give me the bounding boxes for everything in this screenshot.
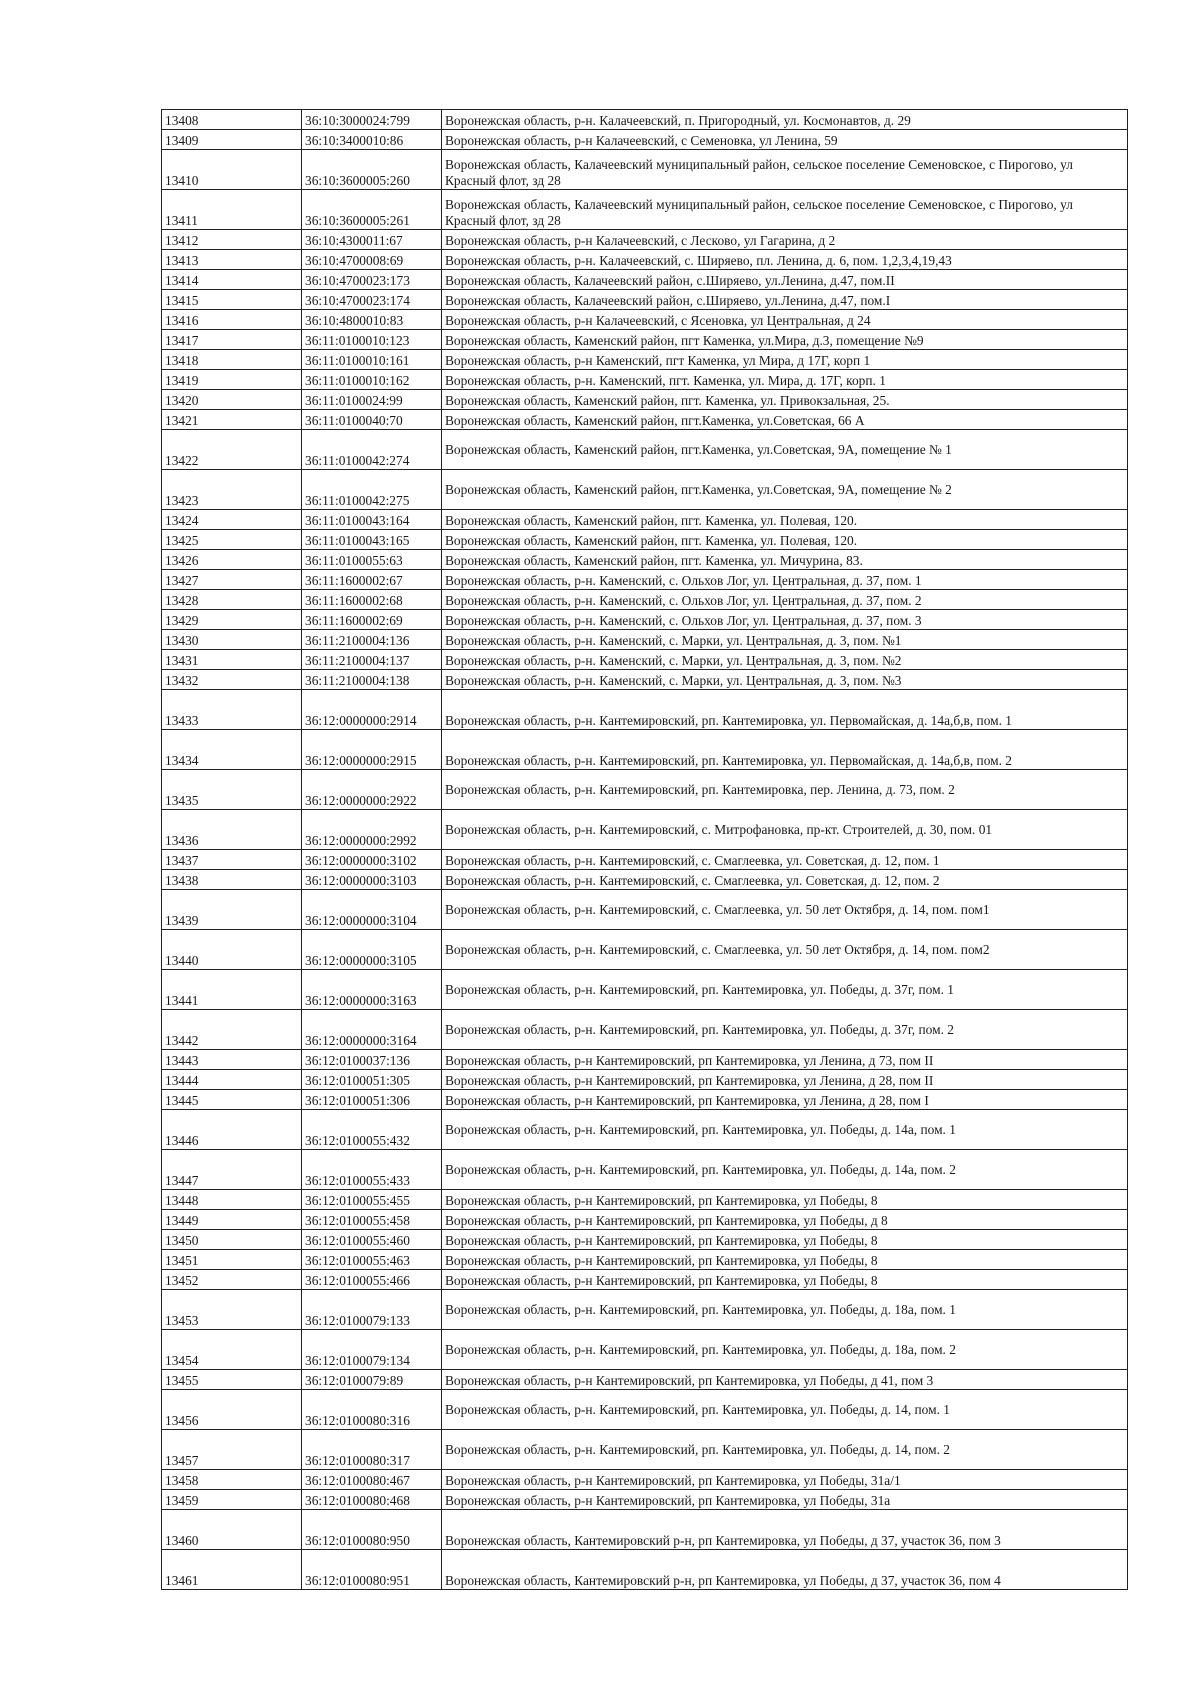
address-cell: Воронежская область, р-н. Кантемировский, с. Смаглеевка, ул. 50 лет Октября, д. 14, пом. пом2: [442, 930, 1128, 970]
cadastral-number-cell: 36:12:0100051:305: [302, 1070, 442, 1090]
cadastral-number-cell: 36:12:0100079:133: [302, 1290, 442, 1330]
table-row: [162, 850, 1128, 870]
cadastral-number-cell: 36:12:0000000:2915: [302, 730, 442, 770]
table-row: [162, 730, 1128, 770]
row-number-cell: 13459: [162, 1490, 302, 1510]
cadastral-number-cell: 36:12:0100055:432: [302, 1110, 442, 1150]
cadastral-number-cell: 36:11:0100042:274: [302, 430, 442, 470]
table-row: [162, 1330, 1128, 1370]
cadastral-number-cell: 36:12:0100051:306: [302, 1090, 442, 1110]
table-row: [162, 1070, 1128, 1090]
row-number-cell: 13420: [162, 390, 302, 410]
row-number-cell: 13438: [162, 870, 302, 890]
cadastral-number-cell: 36:11:1600002:69: [302, 610, 442, 630]
cadastral-number-cell: 36:10:4700008:69: [302, 250, 442, 270]
row-number-cell: 13411: [162, 190, 302, 230]
row-number-cell: 13435: [162, 770, 302, 810]
address-cell: Воронежская область, Каменский район, пгт. Каменка, ул. Привокзальная, 25.: [442, 390, 1128, 410]
cadastral-number-cell: 36:12:0100055:466: [302, 1270, 442, 1290]
cadastral-number-cell: 36:12:0000000:3164: [302, 1010, 442, 1050]
address-cell: Воронежская область, р-н. Каменский, с. Ольхов Лог, ул. Центральная, д. 37, пом. 3: [442, 610, 1128, 630]
table-row: [162, 970, 1128, 1010]
cadastral-number-cell: 36:10:3400010:86: [302, 130, 442, 150]
cadastral-number-cell: 36:11:0100043:165: [302, 530, 442, 550]
row-number-cell: 13410: [162, 150, 302, 190]
address-cell: Воронежская область, р-н Кантемировский, рп Кантемировка, ул Победы, 8: [442, 1230, 1128, 1250]
address-cell: Воронежская область, р-н. Каменский, с. Марки, ул. Центральная, д. 3, пом. №3: [442, 670, 1128, 690]
row-number-cell: 13460: [162, 1510, 302, 1550]
row-number-cell: 13455: [162, 1370, 302, 1390]
row-number-cell: 13423: [162, 470, 302, 510]
table-row: [162, 1370, 1128, 1390]
registry-rows: [162, 110, 1128, 1590]
table-row: [162, 290, 1128, 310]
row-number-cell: 13416: [162, 310, 302, 330]
row-number-cell: 13450: [162, 1230, 302, 1250]
table-row: [162, 350, 1128, 370]
address-cell: Воронежская область, Калачеевский район, с.Ширяево, ул.Ленина, д.47, пом.II: [442, 270, 1128, 290]
table-row: [162, 1250, 1128, 1270]
address-cell: Воронежская область, р-н Калачеевский, с Семеновка, ул Ленина, 59: [442, 130, 1128, 150]
cadastral-number-cell: 36:12:0100055:458: [302, 1210, 442, 1230]
cadastral-number-cell: 36:12:0000000:3103: [302, 870, 442, 890]
cadastral-number-cell: 36:11:0100010:162: [302, 370, 442, 390]
address-cell: Воронежская область, р-н. Кантемировский, с. Смаглеевка, ул. Советская, д. 12, пом. 1: [442, 850, 1128, 870]
address-cell: Воронежская область, р-н. Кантемировский, с. Смаглеевка, ул. Советская, д. 12, пом. 2: [442, 870, 1128, 890]
table-row: [162, 1090, 1128, 1110]
table-row: [162, 1190, 1128, 1210]
row-number-cell: 13417: [162, 330, 302, 350]
cadastral-number-cell: 36:11:0100042:275: [302, 470, 442, 510]
address-cell: Воронежская область, р-н. Кантемировский, рп. Кантемировка, ул. Победы, д. 18а, пом. 2: [442, 1330, 1128, 1370]
cadastral-number-cell: 36:12:0100079:89: [302, 1370, 442, 1390]
row-number-cell: 13412: [162, 230, 302, 250]
row-number-cell: 13431: [162, 650, 302, 670]
row-number-cell: 13444: [162, 1070, 302, 1090]
cadastral-number-cell: 36:12:0000000:3104: [302, 890, 442, 930]
address-cell: Воронежская область, р-н Кантемировский, рп Кантемировка, ул Победы, 31а/1: [442, 1470, 1128, 1490]
address-cell: Воронежская область, Калачеевский муниципальный район, сельское поселение Семеновское, с Пирогово, ул Красный флот, зд 28: [442, 150, 1128, 190]
row-number-cell: 13415: [162, 290, 302, 310]
cadastral-number-cell: 36:11:0100010:161: [302, 350, 442, 370]
address-cell: Воронежская область, Каменский район, пгт.Каменка, ул.Советская, 66 А: [442, 410, 1128, 430]
table-row: [162, 770, 1128, 810]
row-number-cell: 13440: [162, 930, 302, 970]
row-number-cell: 13445: [162, 1090, 302, 1110]
row-number-cell: 13414: [162, 270, 302, 290]
cadastral-number-cell: 36:12:0100080:468: [302, 1490, 442, 1510]
table-row: [162, 1430, 1128, 1470]
row-number-cell: 13443: [162, 1050, 302, 1070]
address-cell: Воронежская область, р-н. Кантемировский, рп. Кантемировка, ул. Победы, д. 37г, пом. 1: [442, 970, 1128, 1010]
address-cell: Воронежская область, р-н Кантемировский, рп Кантемировка, ул Победы, д 8: [442, 1210, 1128, 1230]
address-cell: Воронежская область, р-н Каменский, пгт Каменка, ул Мира, д 17Г, корп 1: [442, 350, 1128, 370]
cadastral-number-cell: 36:12:0000000:2992: [302, 810, 442, 850]
table-row: [162, 1290, 1128, 1330]
table-row: [162, 1210, 1128, 1230]
address-cell: Воронежская область, р-н. Каменский, с. Марки, ул. Центральная, д. 3, пом. №2: [442, 650, 1128, 670]
row-number-cell: 13434: [162, 730, 302, 770]
cadastral-number-cell: 36:12:0100080:950: [302, 1510, 442, 1550]
cadastral-number-cell: 36:11:0100010:123: [302, 330, 442, 350]
address-cell: Воронежская область, Каменский район, пгт. Каменка, ул. Мичурина, 83.: [442, 550, 1128, 570]
cadastral-number-cell: 36:12:0000000:2914: [302, 690, 442, 730]
cadastral-number-cell: 36:10:3000024:799: [302, 110, 442, 130]
cadastral-number-cell: 36:12:0100080:316: [302, 1390, 442, 1430]
cadastral-number-cell: 36:12:0000000:3102: [302, 850, 442, 870]
table-row: [162, 1390, 1128, 1430]
address-cell: Воронежская область, р-н. Калачеевский, п. Пригородный, ул. Космонавтов, д. 29: [442, 110, 1128, 130]
table-row: [162, 650, 1128, 670]
address-cell: Воронежская область, р-н. Кантемировский, рп. Кантемировка, ул. Победы, д. 14, пом. 1: [442, 1390, 1128, 1430]
table-row: [162, 1510, 1128, 1550]
table-row: [162, 150, 1128, 190]
address-cell: Воронежская область, р-н Кантемировский, рп Кантемировка, ул Победы, д 41, пом 3: [442, 1370, 1128, 1390]
cadastral-number-cell: 36:12:0000000:3163: [302, 970, 442, 1010]
cadastral-number-cell: 36:10:3600005:260: [302, 150, 442, 190]
cadastral-number-cell: 36:10:4800010:83: [302, 310, 442, 330]
table-row: [162, 1230, 1128, 1250]
address-cell: Воронежская область, р-н Кантемировский, рп Кантемировка, ул Победы, 8: [442, 1270, 1128, 1290]
cadastral-number-cell: 36:11:0100055:63: [302, 550, 442, 570]
table-row: [162, 670, 1128, 690]
address-cell: Воронежская область, р-н Кантемировский, рп Кантемировка, ул Победы, 8: [442, 1190, 1128, 1210]
row-number-cell: 13419: [162, 370, 302, 390]
cadastral-number-cell: 36:12:0000000:2922: [302, 770, 442, 810]
cadastral-number-cell: 36:11:2100004:138: [302, 670, 442, 690]
address-cell: Воронежская область, Каменский район, пгт. Каменка, ул. Полевая, 120.: [442, 530, 1128, 550]
row-number-cell: 13433: [162, 690, 302, 730]
row-number-cell: 13413: [162, 250, 302, 270]
address-cell: Воронежская область, р-н Калачеевский, с Ясеновка, ул Центральная, д 24: [442, 310, 1128, 330]
table-row: [162, 330, 1128, 350]
address-cell: Воронежская область, р-н. Каменский, с. Ольхов Лог, ул. Центральная, д. 37, пом. 1: [442, 570, 1128, 590]
table-row: [162, 530, 1128, 550]
table-row: [162, 570, 1128, 590]
table-row: [162, 270, 1128, 290]
table-row: [162, 930, 1128, 970]
row-number-cell: 13429: [162, 610, 302, 630]
row-number-cell: 13449: [162, 1210, 302, 1230]
row-number-cell: 13421: [162, 410, 302, 430]
address-cell: Воронежская область, р-н Кантемировский, рп Кантемировка, ул Ленина, д 28, пом II: [442, 1070, 1128, 1090]
row-number-cell: 13439: [162, 890, 302, 930]
cadastral-number-cell: 36:11:0100040:70: [302, 410, 442, 430]
table-row: [162, 230, 1128, 250]
row-number-cell: 13424: [162, 510, 302, 530]
row-number-cell: 13425: [162, 530, 302, 550]
address-cell: Воронежская область, р-н. Кантемировский, рп. Кантемировка, ул. Победы, д. 18а, пом. 1: [442, 1290, 1128, 1330]
row-number-cell: 13430: [162, 630, 302, 650]
row-number-cell: 13454: [162, 1330, 302, 1370]
cadastral-number-cell: 36:11:0100043:164: [302, 510, 442, 530]
table-row: [162, 190, 1128, 230]
cadastral-number-cell: 36:10:4700023:173: [302, 270, 442, 290]
address-cell: Воронежская область, Каменский район, пгт Каменка, ул.Мира, д.3, помещение №9: [442, 330, 1128, 350]
table-row: [162, 1150, 1128, 1190]
table-row: [162, 370, 1128, 390]
table-row: [162, 890, 1128, 930]
cadastral-number-cell: 36:10:4700023:174: [302, 290, 442, 310]
table-row: [162, 310, 1128, 330]
row-number-cell: 13461: [162, 1550, 302, 1590]
cadastral-number-cell: 36:12:0100055:455: [302, 1190, 442, 1210]
cadastral-number-cell: 36:12:0100080:467: [302, 1470, 442, 1490]
row-number-cell: 13427: [162, 570, 302, 590]
table-row: [162, 590, 1128, 610]
cadastral-number-cell: 36:12:0100079:134: [302, 1330, 442, 1370]
address-cell: Воронежская область, Каменский район, пгт.Каменка, ул.Советская, 9А, помещение № 1: [442, 430, 1128, 470]
address-cell: Воронежская область, Кантемировский р-н, рп Кантемировка, ул Победы, д 37, участок 36, пом 4: [442, 1550, 1128, 1590]
table-row: [162, 690, 1128, 730]
row-number-cell: 13457: [162, 1430, 302, 1470]
row-number-cell: 13446: [162, 1110, 302, 1150]
table-row: [162, 1050, 1128, 1070]
cadastral-number-cell: 36:12:0100037:136: [302, 1050, 442, 1070]
row-number-cell: 13448: [162, 1190, 302, 1210]
registry-table: [161, 109, 1128, 1590]
table-row: [162, 110, 1128, 130]
cadastral-number-cell: 36:12:0100055:463: [302, 1250, 442, 1270]
table-row: [162, 810, 1128, 850]
table-row: [162, 1470, 1128, 1490]
cadastral-number-cell: 36:11:1600002:67: [302, 570, 442, 590]
table-row: [162, 130, 1128, 150]
address-cell: Воронежская область, р-н. Кантемировский, рп. Кантемировка, ул. Первомайская, д. 14а,б,в, пом. 1: [442, 690, 1128, 730]
address-cell: Воронежская область, р-н. Каменский, с. Марки, ул. Центральная, д. 3, пом. №1: [442, 630, 1128, 650]
address-cell: Воронежская область, р-н. Калачеевский, с. Ширяево, пл. Ленина, д. 6, пом. 1,2,3,4,19,43: [442, 250, 1128, 270]
row-number-cell: 13408: [162, 110, 302, 130]
address-cell: Воронежская область, р-н Калачеевский, с Лесково, ул Гагарина, д 2: [442, 230, 1128, 250]
address-cell: Воронежская область, р-н. Кантемировский, рп. Кантемировка, ул. Победы, д. 14а, пом. 1: [442, 1110, 1128, 1150]
row-number-cell: 13422: [162, 430, 302, 470]
table-row: [162, 410, 1128, 430]
cadastral-number-cell: 36:11:2100004:137: [302, 650, 442, 670]
cadastral-number-cell: 36:12:0100055:433: [302, 1150, 442, 1190]
address-cell: Воронежская область, р-н. Каменский, с. Ольхов Лог, ул. Центральная, д. 37, пом. 2: [442, 590, 1128, 610]
address-cell: Воронежская область, р-н. Каменский, пгт. Каменка, ул. Мира, д. 17Г, корп. 1: [442, 370, 1128, 390]
table-row: [162, 430, 1128, 470]
table-row: [162, 870, 1128, 890]
row-number-cell: 13447: [162, 1150, 302, 1190]
table-row: [162, 390, 1128, 410]
cadastral-number-cell: 36:11:1600002:68: [302, 590, 442, 610]
cadastral-number-cell: 36:10:3600005:261: [302, 190, 442, 230]
address-cell: Воронежская область, Каменский район, пгт. Каменка, ул. Полевая, 120.: [442, 510, 1128, 530]
cadastral-number-cell: 36:12:0000000:3105: [302, 930, 442, 970]
table-row: [162, 1110, 1128, 1150]
row-number-cell: 13458: [162, 1470, 302, 1490]
row-number-cell: 13437: [162, 850, 302, 870]
table-row: [162, 550, 1128, 570]
address-cell: Воронежская область, Калачеевский муниципальный район, сельское поселение Семеновское, с Пирогово, ул Красный флот, зд 28: [442, 190, 1128, 230]
address-cell: Воронежская область, р-н. Кантемировский, рп. Кантемировка, ул. Победы, д. 14, пом. 2: [442, 1430, 1128, 1470]
row-number-cell: 13428: [162, 590, 302, 610]
row-number-cell: 13441: [162, 970, 302, 1010]
address-cell: Воронежская область, Калачеевский район, с.Ширяево, ул.Ленина, д.47, пом.I: [442, 290, 1128, 310]
address-cell: Воронежская область, Каменский район, пгт.Каменка, ул.Советская, 9А, помещение № 2: [442, 470, 1128, 510]
table-row: [162, 630, 1128, 650]
cadastral-number-cell: 36:11:2100004:136: [302, 630, 442, 650]
address-cell: Воронежская область, р-н. Кантемировский, рп. Кантемировка, ул. Победы, д. 37г, пом. 2: [442, 1010, 1128, 1050]
address-cell: Воронежская область, р-н. Кантемировский, рп. Кантемировка, пер. Ленина, д. 73, пом. 2: [442, 770, 1128, 810]
address-cell: Воронежская область, р-н Кантемировский, рп Кантемировка, ул Ленина, д 73, пом II: [442, 1050, 1128, 1070]
row-number-cell: 13432: [162, 670, 302, 690]
address-cell: Воронежская область, р-н Кантемировский, рп Кантемировка, ул Победы, 8: [442, 1250, 1128, 1270]
row-number-cell: 13456: [162, 1390, 302, 1430]
row-number-cell: 13453: [162, 1290, 302, 1330]
row-number-cell: 13442: [162, 1010, 302, 1050]
row-number-cell: 13418: [162, 350, 302, 370]
table-row: [162, 1490, 1128, 1510]
table-row: [162, 1270, 1128, 1290]
row-number-cell: 13409: [162, 130, 302, 150]
cadastral-number-cell: 36:12:0100080:317: [302, 1430, 442, 1470]
cadastral-number-cell: 36:12:0100055:460: [302, 1230, 442, 1250]
cadastral-number-cell: 36:10:4300011:67: [302, 230, 442, 250]
table-row: [162, 610, 1128, 630]
table-row: [162, 1550, 1128, 1590]
cadastral-number-cell: 36:12:0100080:951: [302, 1550, 442, 1590]
row-number-cell: 13451: [162, 1250, 302, 1270]
address-cell: Воронежская область, р-н. Кантемировский, с. Смаглеевка, ул. 50 лет Октября, д. 14, пом. пом1: [442, 890, 1128, 930]
address-cell: Воронежская область, р-н Кантемировский, рп Кантемировка, ул Победы, 31а: [442, 1490, 1128, 1510]
table-row: [162, 470, 1128, 510]
address-cell: Воронежская область, Кантемировский р-н, рп Кантемировка, ул Победы, д 37, участок 36, пом 3: [442, 1510, 1128, 1550]
address-cell: Воронежская область, р-н. Кантемировский, с. Митрофановка, пр-кт. Строителей, д. 30, пом. 01: [442, 810, 1128, 850]
address-cell: Воронежская область, р-н. Кантемировский, рп. Кантемировка, ул. Первомайская, д. 14а,б,в, пом. 2: [442, 730, 1128, 770]
row-number-cell: 13452: [162, 1270, 302, 1290]
row-number-cell: 13426: [162, 550, 302, 570]
row-number-cell: 13436: [162, 810, 302, 850]
cadastral-number-cell: 36:11:0100024:99: [302, 390, 442, 410]
address-cell: Воронежская область, р-н. Кантемировский, рп. Кантемировка, ул. Победы, д. 14а, пом. 2: [442, 1150, 1128, 1190]
table-row: [162, 1010, 1128, 1050]
table-row: [162, 510, 1128, 530]
address-cell: Воронежская область, р-н Кантемировский, рп Кантемировка, ул Ленина, д 28, пом I: [442, 1090, 1128, 1110]
table-row: [162, 250, 1128, 270]
